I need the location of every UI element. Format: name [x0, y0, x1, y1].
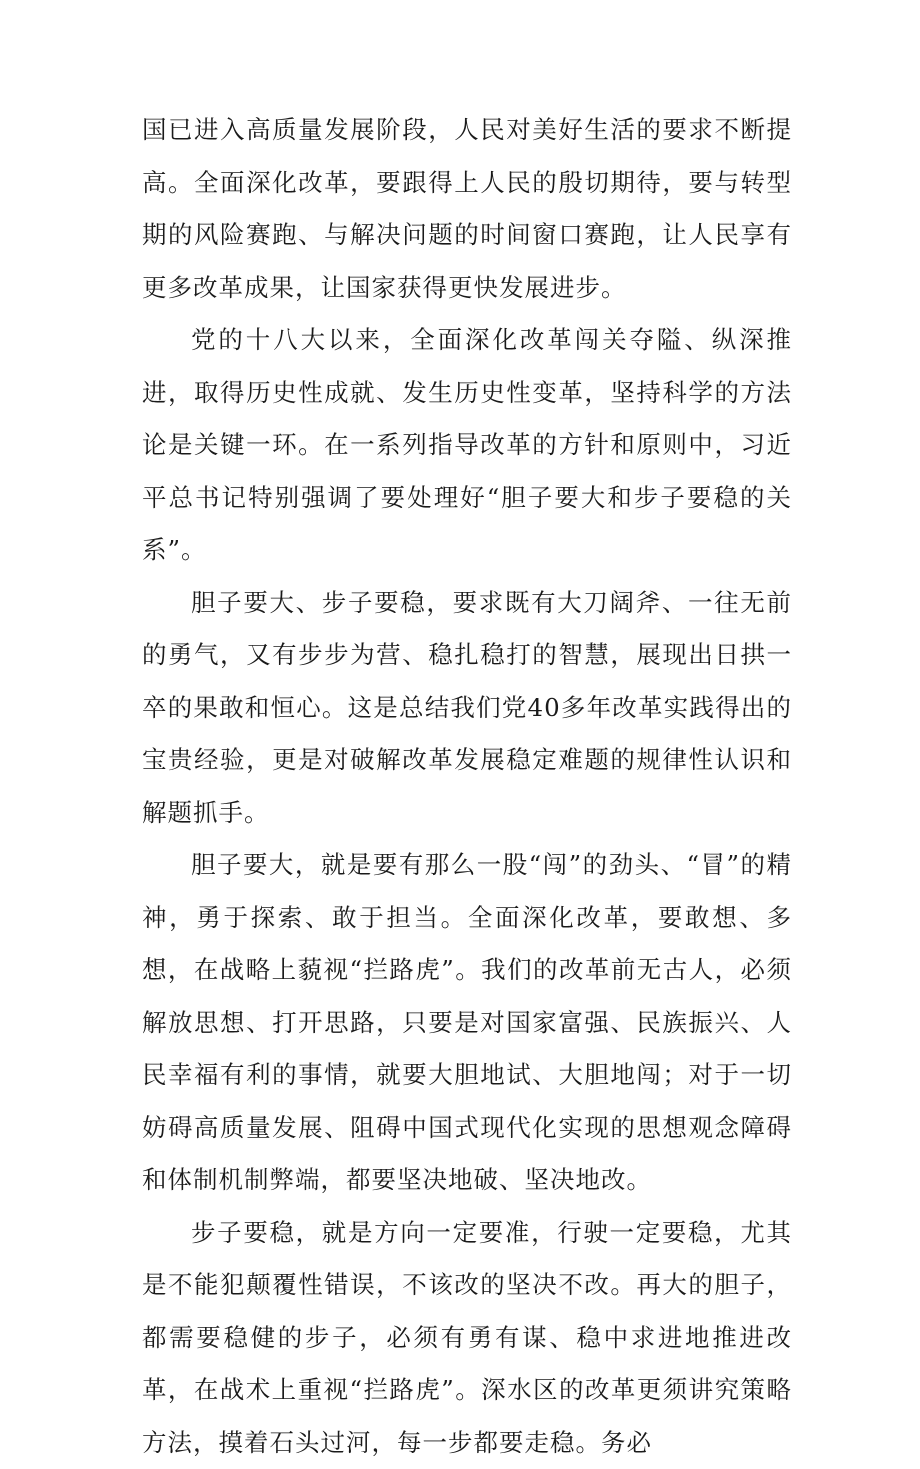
paragraph-2: 党的十八大以来，全面深化改革闯关夺隘、纵深推进，取得历史性成就、发生历史性变革，坚持科学的方法论是关键一环。在一系列指导改革的方针和原则中，习近平总书记特别强调了要处理好“胆子要大和步子要稳的关系”。: [142, 314, 792, 577]
paragraph-4: 胆子要大，就是要有那么一股“闯”的劲头、“冒”的精神，勇于探索、敢于担当。全面深化改革，要敢想、多想，在战略上藐视“拦路虎”。我们的改革前无古人，必须解放思想、打开思路，只要是对国家富强、民族振兴、人民幸福有利的事情，就要大胆地试、大胆地闯；对于一切妨碍高质量发展、阻碍中国式现代化实现的思想观念障碍和体制机制弊端，都要坚决地破、坚决地改。: [142, 839, 792, 1207]
paragraph-1: 国已进入高质量发展阶段，人民对美好生活的要求不断提高。全面深化改革，要跟得上人民的殷切期待，要与转型期的风险赛跑、与解决问题的时间窗口赛跑，让人民享有更多改革成果，让国家获得更快发展进步。: [142, 104, 792, 314]
paragraph-3: 胆子要大、步子要稳，要求既有大刀阔斧、一往无前的勇气，又有步步为营、稳扎稳打的智慧，展现出日拱一卒的果敢和恒心。这是总结我们党40多年改革实践得出的宝贵经验，更是对破解改革发展稳定难题的规律性认识和解题抓手。: [142, 577, 792, 840]
paragraph-5: 步子要稳，就是方向一定要准，行驶一定要稳，尤其是不能犯颠覆性错误，不该改的坚决不改。再大的胆子，都需要稳健的步子，必须有勇有谋、稳中求进地推进改革，在战术上重视“拦路虎”。深水区的改革更须讲究策略方法，摸着石头过河，每一步都要走稳。务必: [142, 1207, 792, 1469]
